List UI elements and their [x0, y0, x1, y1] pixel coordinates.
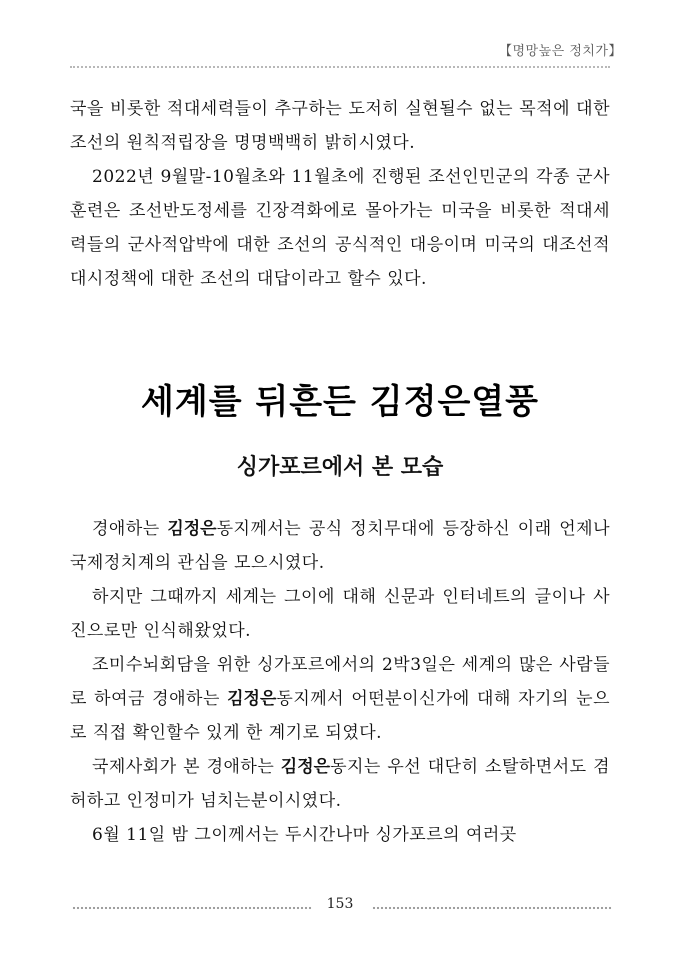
page-number: 153 — [326, 896, 354, 912]
header-divider — [70, 66, 610, 68]
paragraph-continued: 국을 비롯한 적대세력들이 추구하는 도저히 실현될수 없는 목적에 대한 조선의 원칙적립장을 명명백백히 밝히시였다. — [70, 99, 610, 153]
section-title-part1: 세계를 뒤흔든 — [141, 382, 370, 422]
paragraph-military-training: 2022년 9월말-10월초와 11월초에 진행된 조선인민군의 각종 군사훈련은 조선반도정세를 긴장격화에로 몰아가는 미국을 비롯한 적대세력들의 군사적압박에 대한 조선의 공식적인 대응이며 미국의 대조선적대시정책에 대한 조선의 대답이라고 할수 있다. — [70, 167, 610, 289]
paragraph-night-tour: 6월 11일 밤 그이께서는 두시간나마 싱가포르의 여러곳 — [92, 825, 517, 845]
section-title — [0, 374, 680, 423]
paragraph-international-view — [70, 750, 610, 818]
paragraph-intro — [70, 512, 610, 580]
leader-name: 김정은 — [280, 757, 331, 777]
section-title-name: 김정은 — [369, 382, 472, 422]
paragraph-text: 동지께서는 공식 정치무대에 등장하신 이래 언제나 국제정치계의 관심을 모으시였다. — [70, 519, 611, 573]
body-text-top — [70, 92, 610, 296]
leader-name: 김정은 — [227, 689, 277, 709]
running-header: 【명망높은 정치가】 — [498, 44, 622, 59]
body-text-bottom — [70, 512, 610, 852]
paragraph-media: 하지만 그때까지 세계는 그이에 대해 신문과 인터네트의 글이나 사진으로만 인식해왔었다. — [70, 587, 610, 641]
paragraph-text: 국제사회가 본 경애하는 — [92, 757, 281, 777]
paragraph-text: 조미수뇌회담을 위한 싱가포르에서의 2박3일은 세계의 많은 사람들로 하여금 경애하는 — [70, 655, 610, 709]
paragraph-summit — [70, 648, 610, 750]
section-title-part2: 열풍 — [471, 382, 539, 422]
footer-divider-right — [372, 906, 612, 910]
paragraph-text: 동지는 우선 대단히 소탈하면서도 겸허하고 인정미가 넘치는분이시였다. — [70, 757, 610, 811]
leader-name: 김정은 — [167, 519, 217, 539]
section-subtitle: 싱가포르에서 본 모습 — [236, 455, 444, 480]
paragraph-text: 동지께서 어떤분이신가에 대해 자기의 눈으로 직접 확인할수 있게 한 계기로 되였다. — [70, 689, 610, 743]
paragraph-text: 경애하는 — [92, 519, 168, 539]
